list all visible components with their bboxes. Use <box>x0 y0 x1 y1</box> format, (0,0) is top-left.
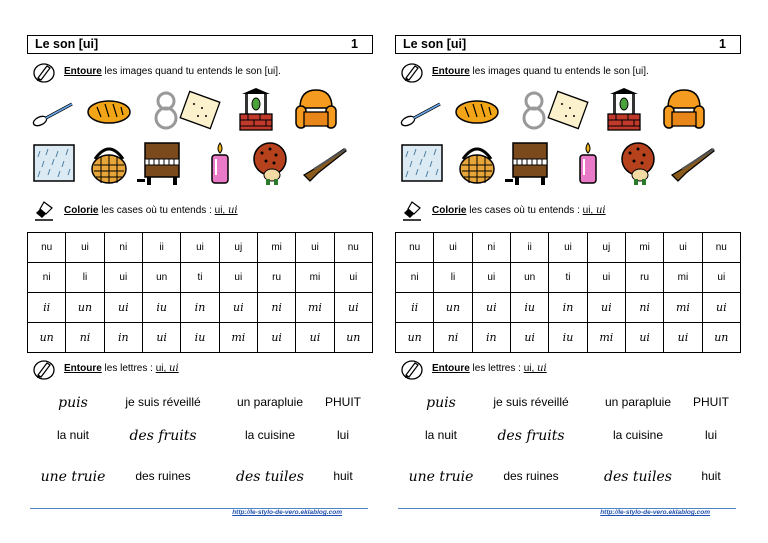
grid-cell[interactable]: iu <box>181 323 219 353</box>
picture-row-2 <box>30 139 360 187</box>
grid-cell[interactable]: ni <box>434 323 472 353</box>
title-bar <box>27 35 373 54</box>
page-title: Le son [ui] <box>403 37 467 51</box>
word-item[interactable]: des tuiles <box>604 469 672 485</box>
grid-row <box>396 263 741 293</box>
hedgehog-image[interactable] <box>614 139 662 187</box>
grid-cell[interactable]: ui <box>549 233 587 263</box>
basket-image[interactable] <box>85 139 133 187</box>
grid-cell[interactable]: ui <box>587 263 625 293</box>
word-item[interactable]: puis <box>58 395 88 411</box>
word-item[interactable]: PHUIT <box>325 395 361 409</box>
grid-cell[interactable]: mi <box>296 293 334 323</box>
picture-row-2 <box>398 139 728 187</box>
page-title: Le son [ui] <box>35 37 99 51</box>
piano-image[interactable] <box>505 139 553 187</box>
paint-brush-icon <box>400 199 424 223</box>
grid-cell[interactable]: ni <box>104 233 142 263</box>
grid-cell[interactable]: nu <box>702 233 740 263</box>
grid-row <box>396 293 741 323</box>
word-item[interactable]: je suis réveillé <box>493 395 569 409</box>
grid-cell[interactable]: ui <box>587 293 625 323</box>
armchair-image[interactable] <box>660 86 708 134</box>
word-item[interactable]: une truie <box>408 469 474 485</box>
instruction-text <box>432 199 606 223</box>
instruction-target-cursive: ui <box>537 363 547 374</box>
grid-cell[interactable]: ui <box>104 263 142 293</box>
grid-cell[interactable]: ui <box>296 323 334 353</box>
candle-image[interactable] <box>564 139 612 187</box>
grid-cell[interactable]: ii <box>28 293 66 323</box>
grid-cell[interactable]: ni <box>625 293 663 323</box>
syllable-grid <box>27 232 373 353</box>
word-item[interactable]: lui <box>704 428 718 442</box>
grid-cell[interactable]: ni <box>472 233 510 263</box>
grid-cell[interactable]: in <box>181 293 219 323</box>
instruction-target-cursive: ui <box>595 205 606 216</box>
word-item[interactable]: la cuisine <box>244 428 296 442</box>
instruction-verb: Entoure <box>432 363 470 374</box>
footer-link[interactable]: http://le-stylo-de-vero.eklablog.com <box>232 509 342 516</box>
spoon-image[interactable] <box>398 86 446 134</box>
grid-cell[interactable]: un <box>510 263 548 293</box>
footer-link[interactable]: http://le-stylo-de-vero.eklablog.com <box>600 509 710 516</box>
grid-cell[interactable]: ui <box>142 323 180 353</box>
instruction-rest: les images quand tu entends le son [ui]. <box>101 66 281 77</box>
instruction-verb: Entoure <box>64 363 102 374</box>
well-image[interactable] <box>232 86 280 134</box>
instruction-target-print: ui, <box>155 363 170 374</box>
grid-cell[interactable]: ui <box>219 263 257 293</box>
circle-pencil-icon <box>32 60 56 84</box>
grid-cell[interactable]: ui <box>434 233 472 263</box>
title-bar <box>395 35 741 54</box>
grid-cell[interactable]: ui <box>219 293 257 323</box>
word-item[interactable]: des tuiles <box>236 469 304 485</box>
grid-cell[interactable]: mi <box>219 323 257 353</box>
rain-window-image[interactable] <box>30 139 78 187</box>
word-item[interactable]: une truie <box>40 469 106 485</box>
grid-cell[interactable]: un <box>434 293 472 323</box>
instruction-target-cursive: ui <box>227 205 238 216</box>
instruction-rest: les cases où tu entends : <box>98 205 215 216</box>
grid-cell[interactable]: ru <box>625 263 663 293</box>
grid-cell[interactable]: ui <box>472 293 510 323</box>
circle-pencil-icon <box>400 357 424 381</box>
instruction-text <box>64 60 281 84</box>
biscuit-image[interactable] <box>176 86 224 134</box>
grid-cell[interactable]: ni <box>66 323 104 353</box>
grid-cell[interactable]: ni <box>257 293 295 323</box>
instruction-target-print: ui, <box>523 363 538 374</box>
instruction-target-print: ui, <box>582 205 596 216</box>
grid-cell[interactable]: un <box>66 293 104 323</box>
syllable-grid <box>395 232 741 353</box>
word-item[interactable]: des fruits <box>497 428 565 444</box>
grid-cell[interactable]: ui <box>625 323 663 353</box>
grid-cell[interactable]: nu <box>28 233 66 263</box>
grid-cell[interactable]: ui <box>334 263 372 293</box>
grid-cell[interactable]: ui <box>664 233 702 263</box>
word-item[interactable]: huit <box>701 469 721 483</box>
grid-cell[interactable]: iu <box>549 323 587 353</box>
paint-brush-icon <box>32 199 56 223</box>
grid-cell[interactable]: un <box>702 323 740 353</box>
instruction-text <box>432 60 649 84</box>
grid-cell[interactable]: mi <box>257 233 295 263</box>
grid-row <box>28 263 373 293</box>
well-image[interactable] <box>600 86 648 134</box>
grid-row <box>396 233 741 263</box>
word-item[interactable]: la cuisine <box>612 428 664 442</box>
basket-image[interactable] <box>453 139 501 187</box>
hedgehog-image[interactable] <box>246 139 294 187</box>
grid-cell[interactable]: mi <box>625 233 663 263</box>
grid-cell[interactable]: un <box>142 263 180 293</box>
instruction-rest: les cases où tu entends : <box>466 205 583 216</box>
grid-cell[interactable]: nu <box>396 233 434 263</box>
grid-cell[interactable]: ru <box>257 263 295 293</box>
instruction-verb: Entoure <box>64 66 102 77</box>
instruction-rest: les images quand tu entends le son [ui]. <box>469 66 649 77</box>
grid-cell[interactable]: ui <box>181 233 219 263</box>
grid-cell[interactable]: mi <box>587 323 625 353</box>
grid-cell[interactable]: mi <box>664 263 702 293</box>
instruction-rest: les lettres : <box>469 363 524 374</box>
grid-row <box>396 323 741 353</box>
worksheet-left <box>0 0 372 543</box>
word-item[interactable]: puis <box>426 395 456 411</box>
armchair-image[interactable] <box>292 86 340 134</box>
instruction-rest: les lettres : <box>101 363 156 374</box>
page-number: 1 <box>351 37 358 51</box>
instruction-text <box>64 199 238 223</box>
grid-cell[interactable]: ui <box>334 293 372 323</box>
grid-cell[interactable]: ui <box>510 323 548 353</box>
grid-row <box>28 323 373 353</box>
page-number: 1 <box>719 37 726 51</box>
grid-cell[interactable]: mi <box>664 293 702 323</box>
grid-row <box>28 293 373 323</box>
worksheet-right <box>368 0 740 543</box>
instruction-text <box>64 357 179 381</box>
candle-image[interactable] <box>196 139 244 187</box>
grid-cell[interactable]: ii <box>510 233 548 263</box>
word-item[interactable]: lui <box>336 428 350 442</box>
word-item[interactable]: des ruines <box>135 469 191 483</box>
grid-cell[interactable]: un <box>396 323 434 353</box>
word-item[interactable]: un parapluie <box>236 395 304 409</box>
grid-cell[interactable]: un <box>28 323 66 353</box>
bread-image[interactable] <box>453 86 501 134</box>
grid-cell[interactable]: in <box>104 323 142 353</box>
piano-image[interactable] <box>137 139 185 187</box>
circle-pencil-icon <box>400 60 424 84</box>
rifle-image[interactable] <box>300 139 348 187</box>
grid-cell[interactable]: ni <box>28 263 66 293</box>
instruction-verb: Colorie <box>64 205 99 216</box>
grid-cell[interactable]: nu <box>334 233 372 263</box>
word-item[interactable]: PHUIT <box>693 395 729 409</box>
grid-cell[interactable]: ii <box>396 293 434 323</box>
word-item[interactable]: huit <box>333 469 353 483</box>
grid-cell[interactable]: uj <box>587 233 625 263</box>
grid-cell[interactable]: ui <box>664 323 702 353</box>
instruction-text <box>432 357 547 381</box>
grid-cell[interactable]: ti <box>181 263 219 293</box>
circle-pencil-icon <box>32 357 56 381</box>
word-item[interactable]: je suis réveillé <box>125 395 201 409</box>
rifle-image[interactable] <box>668 139 716 187</box>
picture-row-1 <box>398 86 728 134</box>
bread-image[interactable] <box>85 86 133 134</box>
biscuit-image[interactable] <box>544 86 592 134</box>
grid-row <box>28 233 373 263</box>
grid-cell[interactable]: li <box>434 263 472 293</box>
grid-cell[interactable]: ui <box>702 293 740 323</box>
instruction-verb: Colorie <box>432 205 467 216</box>
grid-cell[interactable]: uj <box>219 233 257 263</box>
grid-cell[interactable]: iu <box>142 293 180 323</box>
grid-cell[interactable]: ui <box>66 233 104 263</box>
word-item[interactable]: des ruines <box>503 469 559 483</box>
grid-cell[interactable]: ui <box>472 263 510 293</box>
word-item[interactable]: la nuit <box>56 428 90 442</box>
grid-cell[interactable]: ni <box>396 263 434 293</box>
grid-cell[interactable]: li <box>66 263 104 293</box>
word-item[interactable]: un parapluie <box>604 395 672 409</box>
word-item[interactable]: la nuit <box>424 428 458 442</box>
grid-cell[interactable]: ii <box>142 233 180 263</box>
word-item[interactable]: des fruits <box>129 428 197 444</box>
spoon-image[interactable] <box>30 86 78 134</box>
instruction-target-print: ui, <box>214 205 228 216</box>
grid-cell[interactable]: ui <box>257 323 295 353</box>
grid-cell[interactable]: in <box>472 323 510 353</box>
instruction-verb: Entoure <box>432 66 470 77</box>
grid-cell[interactable]: un <box>334 323 372 353</box>
grid-cell[interactable]: ui <box>296 233 334 263</box>
grid-cell[interactable]: iu <box>510 293 548 323</box>
picture-row-1 <box>30 86 360 134</box>
grid-cell[interactable]: ui <box>104 293 142 323</box>
grid-cell[interactable]: ui <box>702 263 740 293</box>
rain-window-image[interactable] <box>398 139 446 187</box>
instruction-target-cursive: ui <box>169 363 179 374</box>
grid-cell[interactable]: ti <box>549 263 587 293</box>
grid-cell[interactable]: in <box>549 293 587 323</box>
grid-cell[interactable]: mi <box>296 263 334 293</box>
